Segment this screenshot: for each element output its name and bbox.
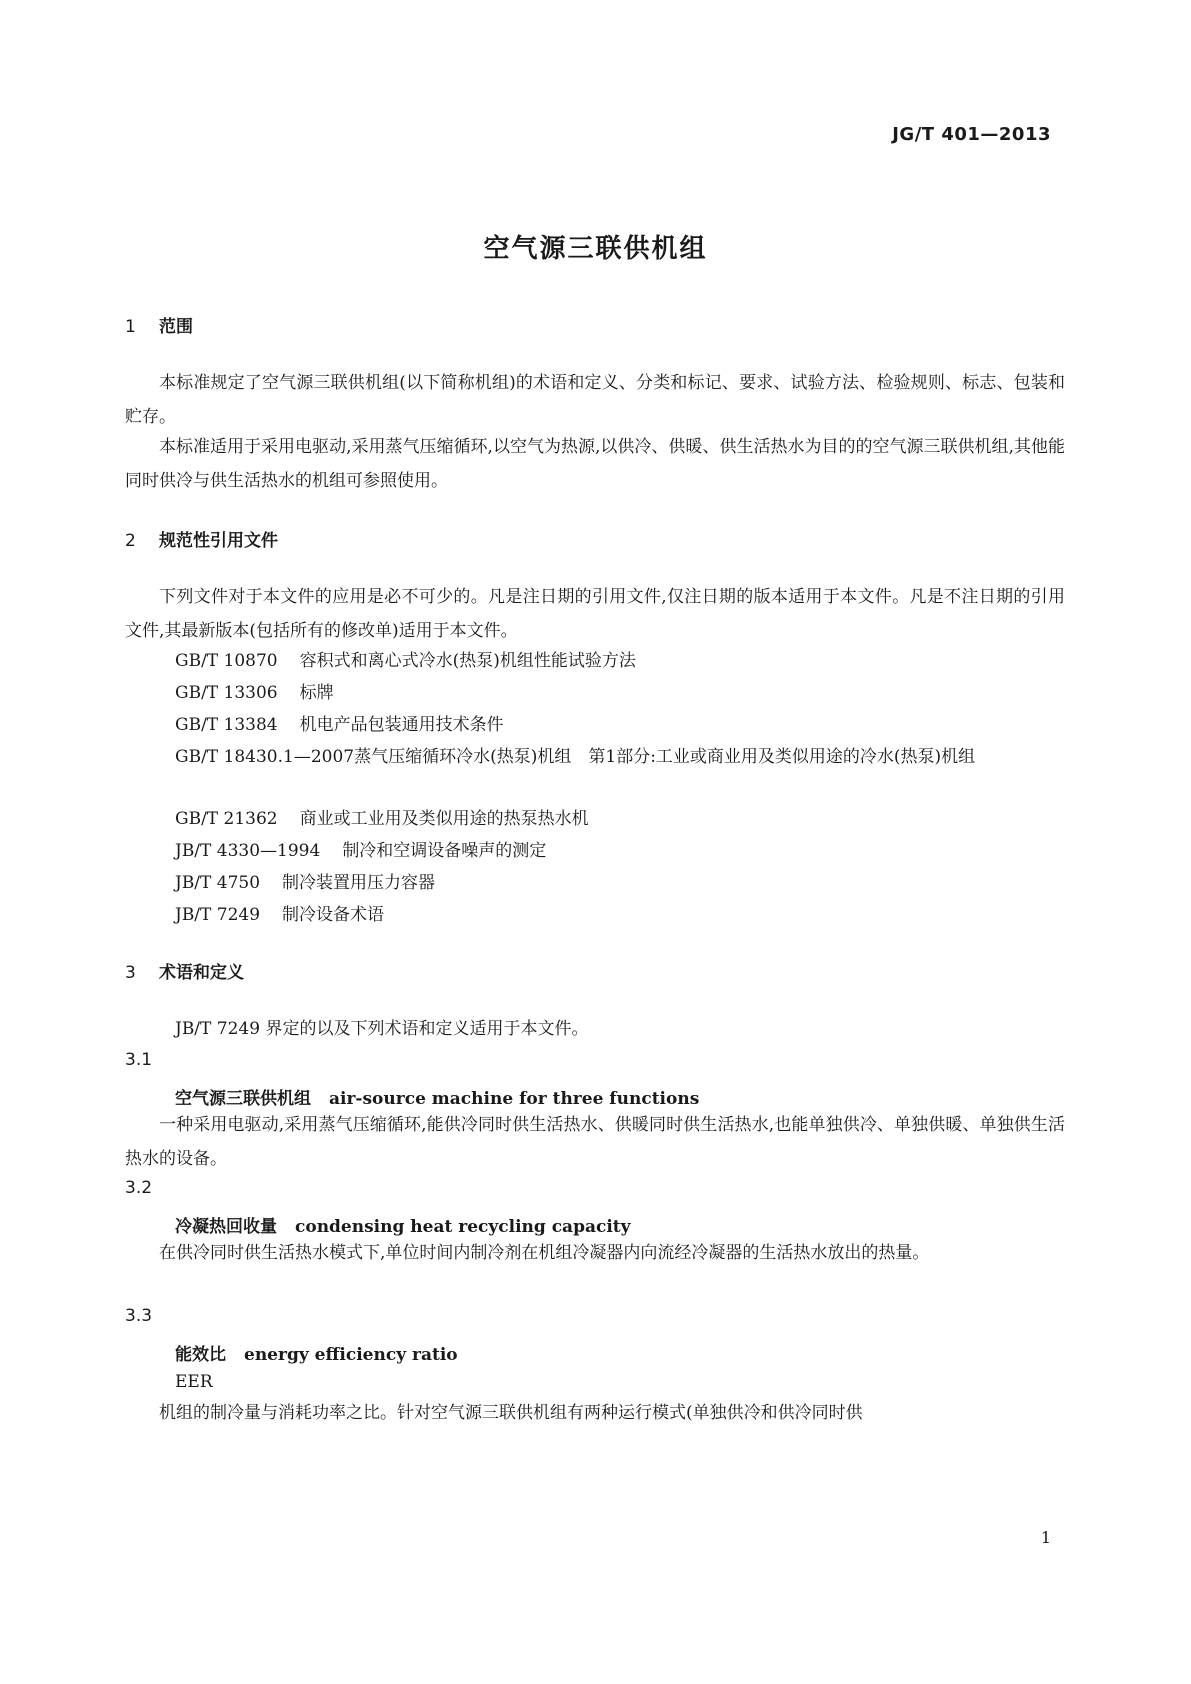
reference-code: GB/T 10870	[175, 651, 278, 671]
reference-code: JB/T 4750	[175, 873, 261, 893]
clause-number: 3.2	[125, 1178, 153, 1198]
term-chinese: 冷凝热回收量	[175, 1217, 277, 1237]
reference-item	[175, 866, 435, 900]
reference-item	[175, 676, 334, 710]
term-english: energy efficiency ratio	[244, 1345, 458, 1365]
terms-intro-paragraph: JB/T 7249 界定的以及下列术语和定义适用于本文件。	[175, 1019, 589, 1039]
reference-title: 标牌	[299, 683, 334, 703]
reference-code: GB/T 21362	[175, 809, 278, 829]
section-number: 3	[125, 963, 136, 983]
reference-code: GB/T 18430.1—2007	[175, 747, 355, 767]
term-entry	[175, 1340, 458, 1365]
section-number: 1	[125, 317, 136, 337]
section-number: 2	[125, 531, 136, 551]
term-entry	[175, 1084, 699, 1109]
section-title: 术语和定义	[159, 963, 244, 983]
standard-code: JG/T 401—2013	[892, 124, 1051, 145]
reference-item	[175, 708, 504, 742]
term-abbreviation: EER	[175, 1372, 213, 1392]
reference-code: JB/T 4330—1994	[175, 841, 321, 861]
normative-intro-paragraph: 下列文件对于本文件的应用是必不可少的。凡是注日期的引用文件,仅注日期的版本适用于本文件。凡是不注日期的引用文件,其最新版本(包括所有的修改单)适用于本文件。	[125, 587, 1065, 641]
reference-title: 制冷装置用压力容器	[282, 873, 436, 893]
reference-code: GB/T 13306	[175, 683, 278, 703]
term-definition: 一种采用电驱动,采用蒸气压缩循环,能供冷同时供生活热水、供暖同时供生活热水,也能单独供冷、单独供暖、单独供生活热水的设备。	[125, 1115, 1065, 1169]
section-heading-scope	[125, 312, 193, 337]
reference-item	[175, 898, 384, 932]
reference-title: 商业或工业用及类似用途的热泵热水机	[299, 809, 589, 829]
page-number: 1	[1040, 1528, 1051, 1547]
clause-number: 3.1	[125, 1050, 153, 1070]
section-heading-normative-references	[125, 526, 278, 551]
reference-title: 机电产品包装通用技术条件	[299, 715, 504, 735]
term-definition: 在供冷同时供生活热水模式下,单位时间内制冷剂在机组冷凝器内向流经冷凝器的生活热水放出的热量。	[159, 1243, 930, 1263]
reference-title: 制冷设备术语	[282, 905, 385, 925]
clause-number: 3.3	[125, 1306, 153, 1326]
term-english: air-source machine for three functions	[329, 1089, 700, 1109]
term-chinese: 能效比	[175, 1345, 226, 1365]
section-heading-terms-definitions	[125, 958, 244, 983]
document-title: 空气源三联供机组	[483, 234, 708, 264]
term-definition: 机组的制冷量与消耗功率之比。针对空气源三联供机组有两种运行模式(单独供冷和供冷同时供	[159, 1403, 863, 1423]
reference-title: 容积式和离心式冷水(热泵)机组性能试验方法	[299, 651, 636, 671]
reference-title: 蒸气压缩循环冷水(热泵)机组 第1部分:工业或商业用及类似用途的冷水(热泵)机组	[354, 747, 976, 767]
reference-item	[175, 834, 546, 868]
section-title: 范围	[159, 317, 193, 337]
reference-code: JB/T 7249	[175, 905, 261, 925]
reference-item	[175, 802, 589, 836]
reference-title: 制冷和空调设备噪声的测定	[342, 841, 547, 861]
reference-item	[125, 740, 1065, 774]
section-title: 规范性引用文件	[159, 531, 278, 551]
term-entry	[175, 1212, 631, 1237]
scope-paragraph-2: 本标准适用于采用电驱动,采用蒸气压缩循环,以空气为热源,以供冷、供暖、供生活热水为目的的空气源三联供机组,其他能同时供冷与供生活热水的机组可参照使用。	[125, 437, 1065, 491]
reference-code: GB/T 13384	[175, 715, 278, 735]
reference-item	[175, 644, 636, 678]
term-english: condensing heat recycling capacity	[295, 1217, 631, 1237]
term-chinese: 空气源三联供机组	[175, 1089, 311, 1109]
scope-paragraph-1: 本标准规定了空气源三联供机组(以下简称机组)的术语和定义、分类和标记、要求、试验方法、检验规则、标志、包装和贮存。	[125, 373, 1065, 427]
